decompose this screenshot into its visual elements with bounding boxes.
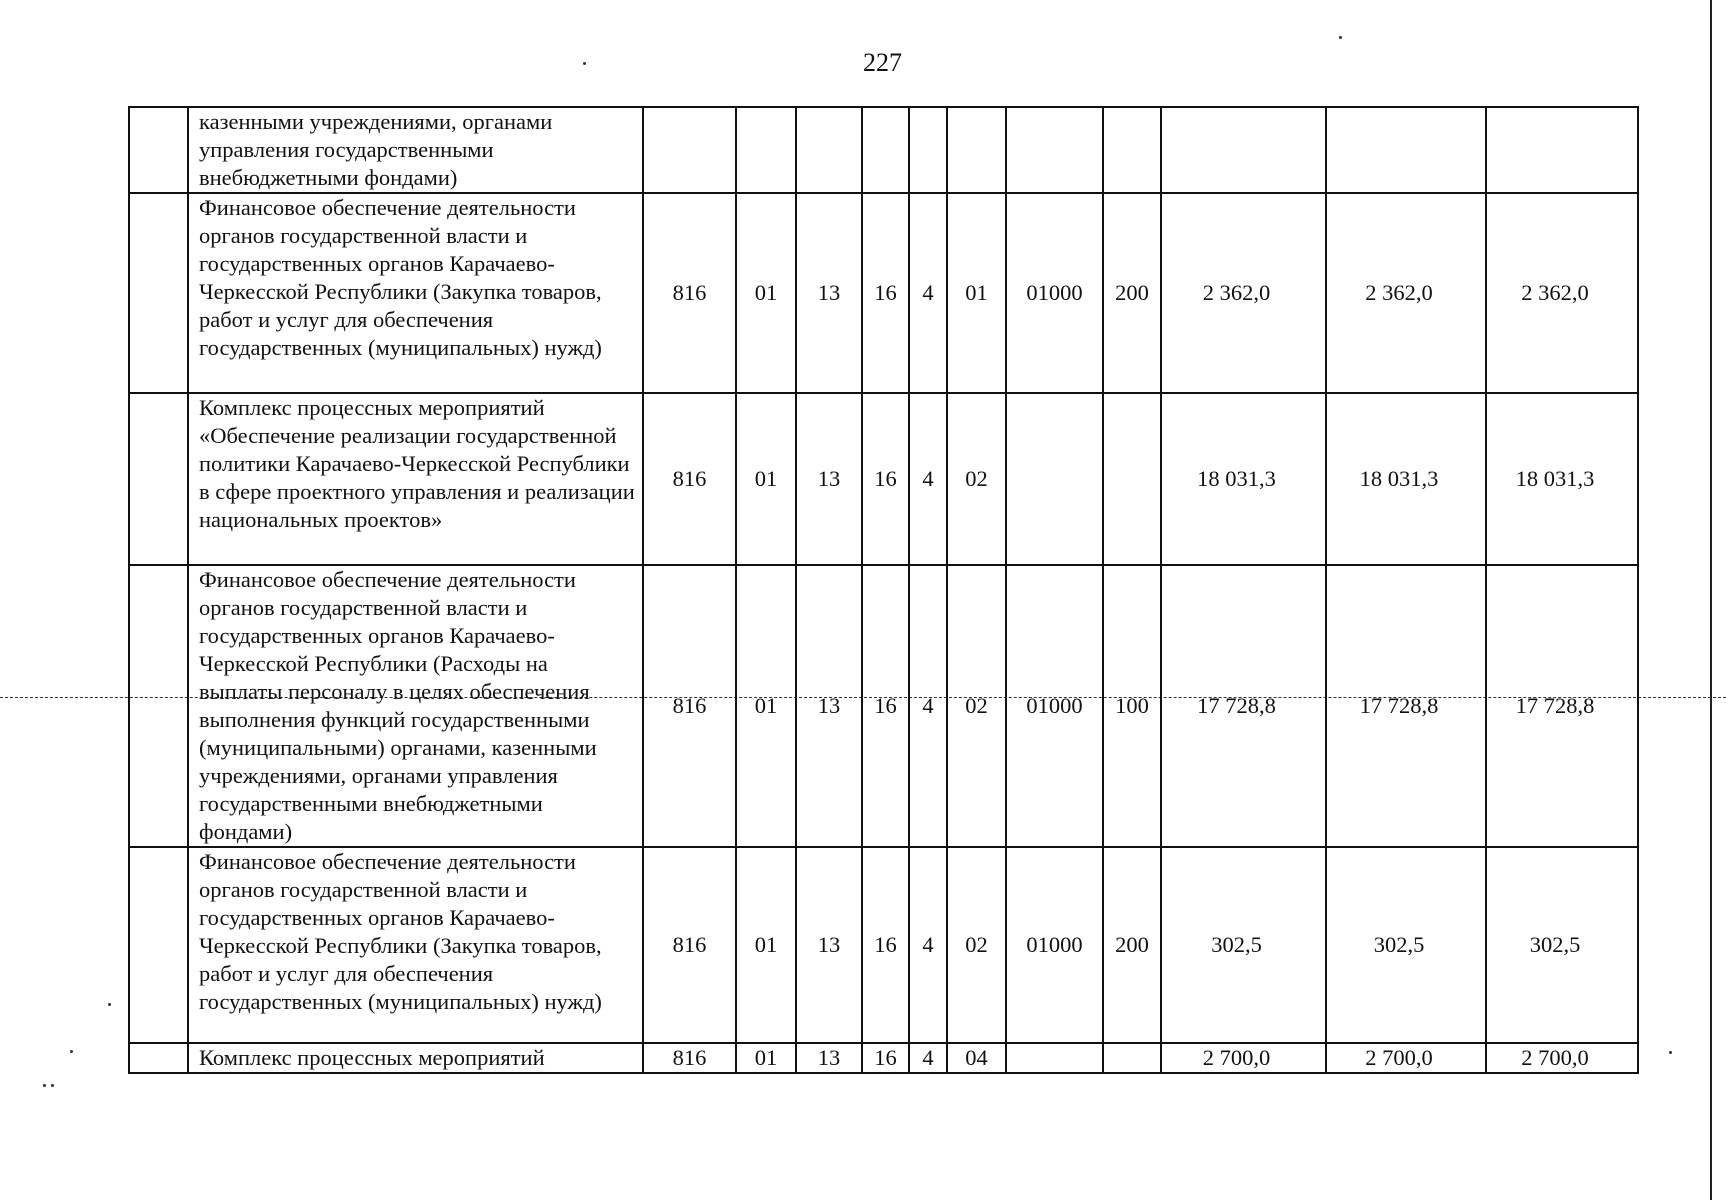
description-cell: Комплекс процессных мероприятий «Обеспечение реализации государственной политики Карачаево-Черкесской Республики в сфере проектного управления и реализации национальных проектов» bbox=[188, 393, 643, 565]
row-number-cell bbox=[129, 393, 188, 565]
cs-type-cell bbox=[909, 107, 947, 193]
table-row bbox=[129, 565, 1638, 847]
vr-cell bbox=[1103, 393, 1161, 565]
pr-cell: 13 bbox=[796, 565, 862, 847]
table-row bbox=[129, 847, 1638, 1043]
gr-cell: 816 bbox=[643, 193, 736, 393]
gr-cell: 816 bbox=[643, 847, 736, 1043]
amount-year2-cell: 2 362,0 bbox=[1326, 193, 1486, 393]
cs-element-cell: 04 bbox=[947, 1043, 1006, 1073]
row-number-cell bbox=[129, 193, 188, 393]
row-number-cell bbox=[129, 107, 188, 193]
cs-type-cell: 4 bbox=[909, 847, 947, 1043]
table-row bbox=[129, 1043, 1638, 1073]
row-number-cell bbox=[129, 565, 188, 847]
rz-cell bbox=[736, 107, 796, 193]
amount-year3-cell: 2 700,0 bbox=[1486, 1043, 1638, 1073]
rz-cell: 01 bbox=[736, 847, 796, 1043]
scan-speck bbox=[108, 1003, 111, 1006]
scan-speck bbox=[583, 62, 586, 65]
amount-year3-cell: 302,5 bbox=[1486, 847, 1638, 1043]
amount-year1-cell: 18 031,3 bbox=[1161, 393, 1326, 565]
cs-direction-cell bbox=[1006, 393, 1103, 565]
table-row bbox=[129, 193, 1638, 393]
amount-year1-cell: 2 700,0 bbox=[1161, 1043, 1326, 1073]
cs-program-cell bbox=[862, 107, 909, 193]
cs-element-cell bbox=[947, 107, 1006, 193]
cs-direction-cell bbox=[1006, 1043, 1103, 1073]
pr-cell: 13 bbox=[796, 847, 862, 1043]
rz-cell: 01 bbox=[736, 1043, 796, 1073]
amount-year3-cell: 18 031,3 bbox=[1486, 393, 1638, 565]
cs-element-cell: 02 bbox=[947, 565, 1006, 847]
amount-year1-cell bbox=[1161, 107, 1326, 193]
description-cell: казенными учреждениями, органами управления государственными внебюджетными фондами) bbox=[188, 107, 643, 193]
scan-speck bbox=[51, 1084, 54, 1087]
amount-year3-cell bbox=[1486, 107, 1638, 193]
rz-cell: 01 bbox=[736, 393, 796, 565]
cs-direction-cell: 01000 bbox=[1006, 565, 1103, 847]
scan-edge-line bbox=[1710, 0, 1712, 1200]
cs-type-cell: 4 bbox=[909, 193, 947, 393]
cs-program-cell: 16 bbox=[862, 847, 909, 1043]
table-row bbox=[129, 107, 1638, 193]
pr-cell: 13 bbox=[796, 393, 862, 565]
rz-cell: 01 bbox=[736, 565, 796, 847]
row-number-cell bbox=[129, 847, 188, 1043]
cs-direction-cell: 01000 bbox=[1006, 193, 1103, 393]
cs-type-cell: 4 bbox=[909, 1043, 947, 1073]
cs-type-cell: 4 bbox=[909, 565, 947, 847]
amount-year2-cell: 302,5 bbox=[1326, 847, 1486, 1043]
amount-year3-cell: 17 728,8 bbox=[1486, 565, 1638, 847]
budget-table bbox=[128, 106, 1639, 1074]
vr-cell: 200 bbox=[1103, 847, 1161, 1043]
cs-element-cell: 02 bbox=[947, 847, 1006, 1043]
description-cell: Финансовое обеспечение деятельности органов государственной власти и государственных органов Карачаево-Черкесской Республики (Расходы на выплаты персоналу в целях обеспечения выполнения функций государственными (муниципальными) органами, казенными учреждениями, органами управления государственными внебюджетными фондами) bbox=[188, 565, 643, 847]
gr-cell: 816 bbox=[643, 565, 736, 847]
row-number-cell bbox=[129, 1043, 188, 1073]
scan-speck bbox=[1669, 1051, 1672, 1054]
cs-element-cell: 02 bbox=[947, 393, 1006, 565]
amount-year2-cell: 18 031,3 bbox=[1326, 393, 1486, 565]
gr-cell bbox=[643, 107, 736, 193]
gr-cell: 816 bbox=[643, 1043, 736, 1073]
rz-cell: 01 bbox=[736, 193, 796, 393]
amount-year2-cell bbox=[1326, 107, 1486, 193]
cs-element-cell: 01 bbox=[947, 193, 1006, 393]
cs-direction-cell bbox=[1006, 107, 1103, 193]
scan-speck bbox=[70, 1050, 73, 1053]
pr-cell bbox=[796, 107, 862, 193]
scan-speck bbox=[1339, 36, 1342, 39]
pr-cell: 13 bbox=[796, 1043, 862, 1073]
description-cell: Финансовое обеспечение деятельности органов государственной власти и государственных органов Карачаево-Черкесской Республики (Закупка товаров, работ и услуг для обеспечения государственных (муниципальных) нужд) bbox=[188, 193, 643, 393]
cs-program-cell: 16 bbox=[862, 1043, 909, 1073]
amount-year1-cell: 17 728,8 bbox=[1161, 565, 1326, 847]
amount-year1-cell: 302,5 bbox=[1161, 847, 1326, 1043]
vr-cell bbox=[1103, 1043, 1161, 1073]
cs-type-cell: 4 bbox=[909, 393, 947, 565]
cs-program-cell: 16 bbox=[862, 193, 909, 393]
vr-cell: 100 bbox=[1103, 565, 1161, 847]
scan-speck bbox=[43, 1084, 46, 1087]
cs-program-cell: 16 bbox=[862, 393, 909, 565]
cs-direction-cell: 01000 bbox=[1006, 847, 1103, 1043]
amount-year3-cell: 2 362,0 bbox=[1486, 193, 1638, 393]
table-row bbox=[129, 393, 1638, 565]
vr-cell bbox=[1103, 107, 1161, 193]
gr-cell: 816 bbox=[643, 393, 736, 565]
vr-cell: 200 bbox=[1103, 193, 1161, 393]
cs-program-cell: 16 bbox=[862, 565, 909, 847]
page-number: 227 bbox=[863, 48, 902, 77]
amount-year1-cell: 2 362,0 bbox=[1161, 193, 1326, 393]
description-cell: Комплекс процессных мероприятий bbox=[188, 1043, 643, 1073]
description-cell: Финансовое обеспечение деятельности органов государственной власти и государственных органов Карачаево-Черкесской Республики (Закупка товаров, работ и услуг для обеспечения государственных (муниципальных) нужд) bbox=[188, 847, 643, 1043]
amount-year2-cell: 17 728,8 bbox=[1326, 565, 1486, 847]
pr-cell: 13 bbox=[796, 193, 862, 393]
amount-year2-cell: 2 700,0 bbox=[1326, 1043, 1486, 1073]
